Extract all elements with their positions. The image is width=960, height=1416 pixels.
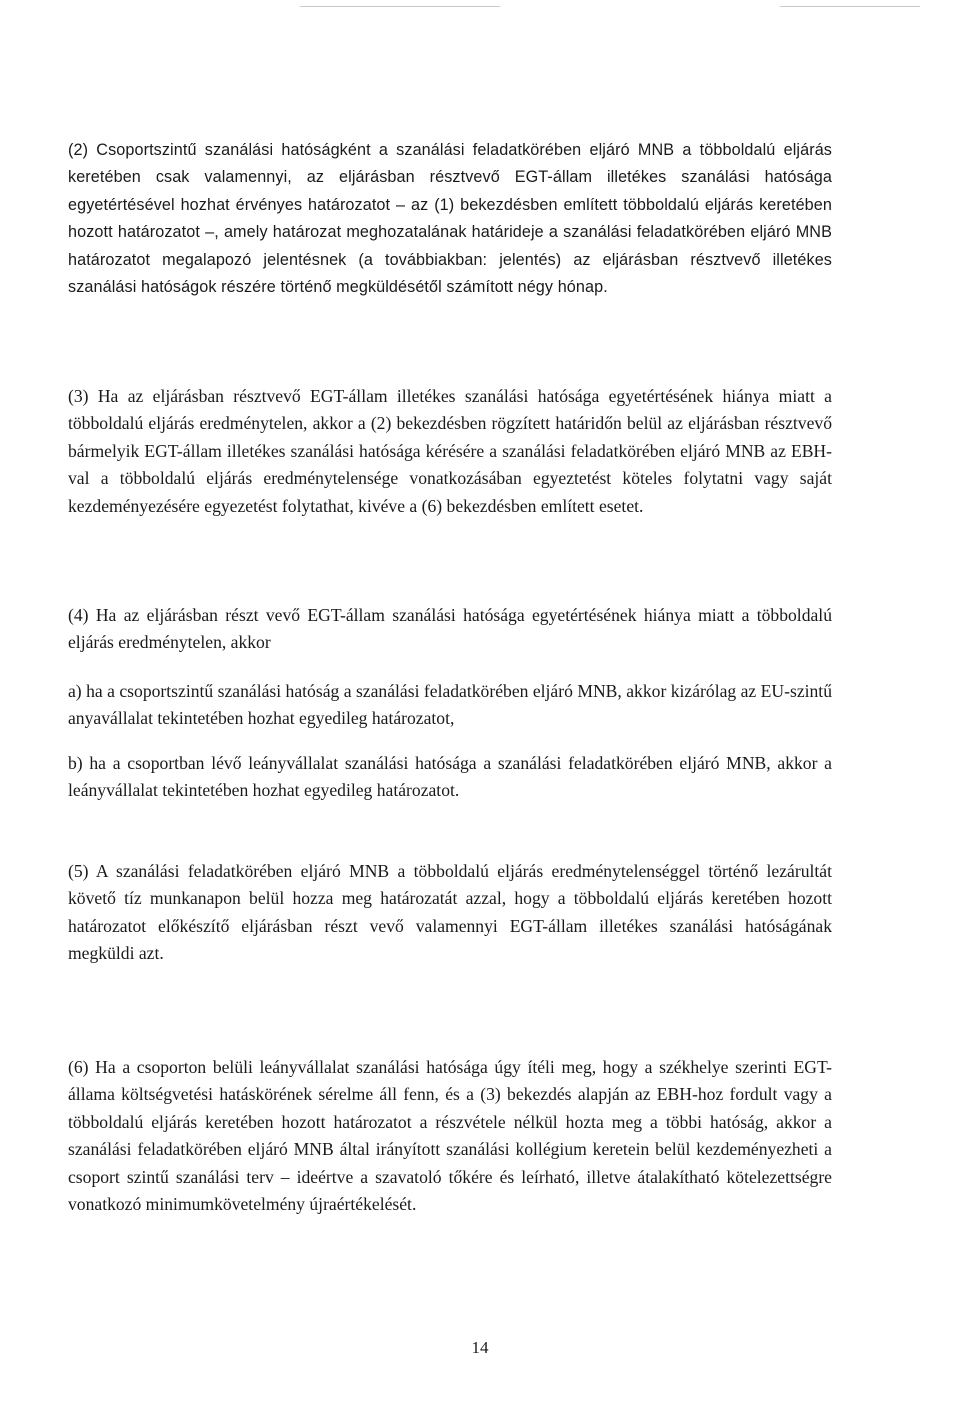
paragraph-3: (3) Ha az eljárásban résztvevő EGT-állam illetékes szanálási hatósága egyetértésének hiánya miatt a többoldalú eljárás eredménytelen, akkor a (2) bekezdésben rögzített határidőn belül az eljárásban résztvevő bármelyik EGT-állam illetékes szanálási hatósága kérésére a szanálási feladatkörében eljáró MNB az EBH-val a többoldalú eljárás eredménytelensége vonatkozásában egyeztetést köteles folytatni vagy saját kezdeményezésére egyezetést folytathat, kivéve a (6) bekezdésben említett esetet. xyxy=(68,386,832,516)
paragraph-4-point-a: a) ha a csoportszintű szanálási hatóság a szanálási feladatkörében eljáró MNB, akkor kizárólag az EU-szintű anyavállalat tekintetében hozhat egyedileg határozatot, xyxy=(68,681,832,729)
paragraph-2: (2) Csoportszintű szanálási hatóságként a szanálási feladatkörében eljáró MNB a többoldalú eljárás keretében csak valamennyi, az eljárásban résztvevő EGT-állam illetékes szanálási hatósága egyetértésével hozhat érvényes határozatot – az (1) bekezdésben említett többoldalú eljárás keretében hozott határozatot –, amely határozat meghozatalának határideje a szanálási feladatkörében eljáró MNB határozatot megalapozó jelentésnek (a továbbiakban: jelentés) az eljárásban résztvevő illetékes szanálási hatóságok részére történő megküldésétől számított négy hónap. xyxy=(68,141,832,297)
paragraph-4-point-b: b) ha a csoportban lévő leányvállalat szanálási hatósága a szanálási feladatkörében eljáró MNB, akkor a leányvállalat tekintetében hozhat egyedileg határozatot. xyxy=(68,753,832,801)
paragraph-4: (4) Ha az eljárásban részt vevő EGT-állam szanálási hatósága egyetértésének hiánya miatt a többoldalú eljárás eredménytelen, akkor xyxy=(68,605,832,653)
scan-artifact-line xyxy=(300,6,500,7)
scan-artifact-line xyxy=(780,6,920,7)
paragraph-6: (6) Ha a csoporton belüli leányvállalat szanálási hatósága úgy ítéli meg, hogy a székhelye szerinti EGT-állama költségvetési hatáskörének sérelme áll fenn, és a (3) bekezdés alapján az EBH-hoz fordult vagy a többoldalú eljárás keretében hozott határozatot a részvétele nélkül hozta meg a többi hatóság, akkor a szanálási feladatkörében eljáró MNB által irányított szanálási kollégium keretein belül kezdeményezheti a csoport szintű szanálási terv – ideértve a szavatoló tőkére és leírható, illetve átalakítható kötelezettségre vonatkozó minimumkövetelmény újraértékelését. xyxy=(68,1057,832,1215)
paragraph-5: (5) A szanálási feladatkörében eljáró MNB a többoldalú eljárás eredménytelenséggel történő lezárultát követő tíz munkanapon belül hozza meg határozatát azzal, hogy a többoldalú eljárás keretében hozott határozatot előkészítő eljárásban részt vevő valamennyi EGT-állam illetékes szanálási hatóságának megküldi azt. xyxy=(68,861,832,964)
page-number: 14 xyxy=(471,1338,489,1357)
